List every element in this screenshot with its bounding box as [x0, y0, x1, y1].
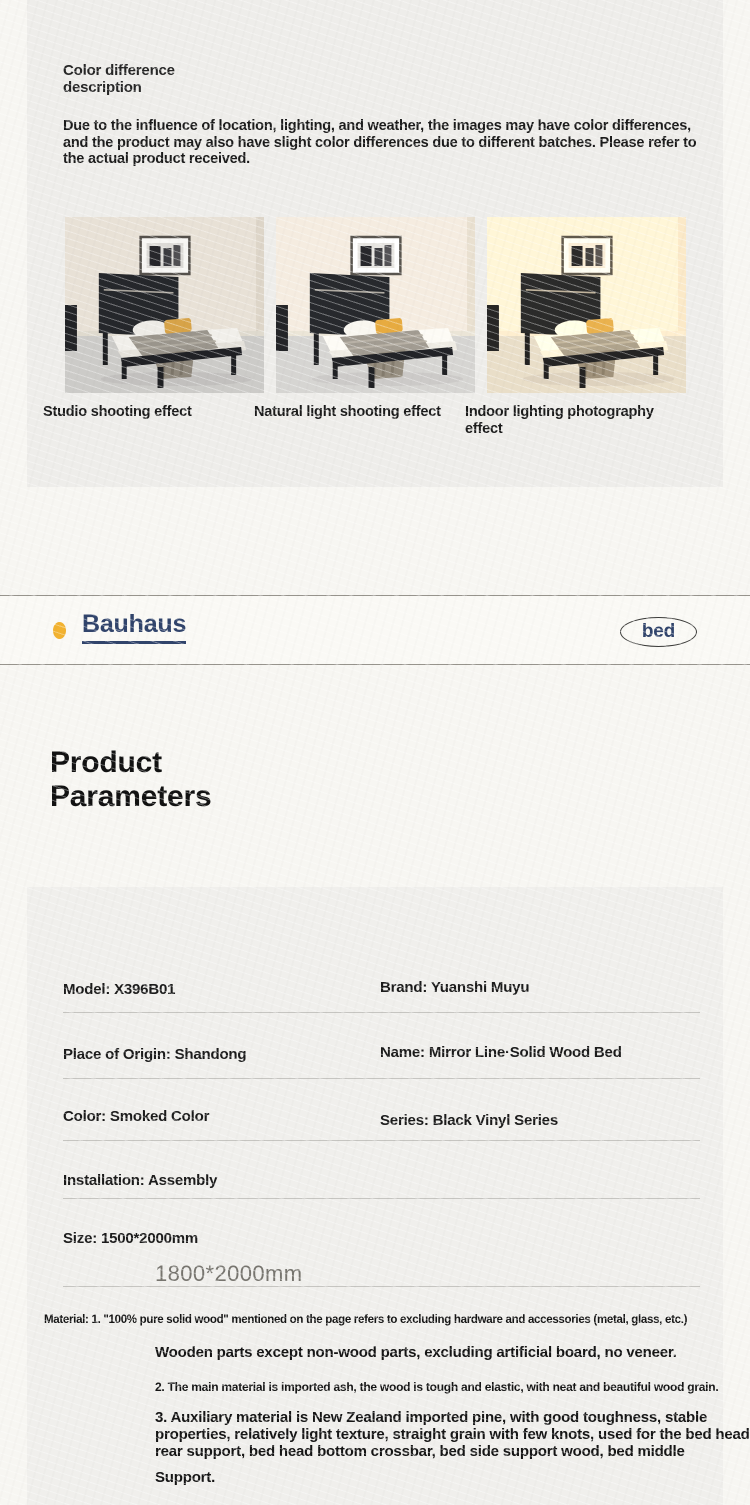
param-brand: Brand: Yuanshi Muyu [380, 979, 530, 996]
param-color: Color: Smoked Color [63, 1108, 210, 1125]
shooting-effect-photos [43, 217, 686, 437]
material-line-auxiliary-material: 3. Auxiliary material is New Zealand imported pine, with good toughness, stable properties, relatively light texture, straight grain with few knots, used for the bed head rear support, bed head bottom crossbar, bed side support wood, bed middle [155, 1409, 750, 1460]
material-line-wooden-parts: Wooden parts except non-wood parts, excluding artificial board, no veneer. [155, 1344, 677, 1361]
row-divider [63, 1078, 700, 1079]
studio-shot-caption: Studio shooting effect [43, 404, 192, 420]
bed-photo-icon [276, 217, 475, 393]
row-divider [63, 1286, 700, 1287]
bed-photo-icon [487, 217, 686, 393]
param-installation: Installation: Assembly [63, 1172, 218, 1189]
indoor-lighting-shot-caption: Indoor lighting photography effect [465, 404, 654, 437]
natural-light-shot-caption: Natural light shooting effect [254, 404, 441, 420]
brand-bar [0, 595, 750, 665]
product-parameters-heading: Product Parameters [50, 746, 212, 813]
param-size-secondary: 1800*2000mm [155, 1261, 303, 1286]
product-parameters-card [27, 887, 750, 1505]
natural-light-shot-image [276, 217, 475, 393]
photo-column-indoor [465, 217, 686, 437]
color-difference-card [27, 0, 723, 487]
material-line-support: Support. [155, 1469, 216, 1486]
row-divider [63, 1140, 700, 1141]
bed-photo-icon [65, 217, 264, 393]
photo-column-studio [43, 217, 264, 437]
param-model: Model: X396B01 [63, 981, 176, 998]
param-size: Size: 1500*2000mm [63, 1230, 199, 1247]
row-divider [63, 1012, 700, 1013]
brand-dot-icon [53, 622, 66, 639]
brand-logo: Bauhaus [82, 610, 186, 644]
param-series: Series: Black Vinyl Series [380, 1112, 558, 1129]
indoor-lighting-shot-image [487, 217, 686, 393]
material-note: Material: 1. "100% pure solid wood" mentioned on the page refers to excluding hardware and accessories (metal, glass, etc.) [44, 1314, 688, 1326]
param-name: Name: Mirror Line·Solid Wood Bed [380, 1044, 622, 1061]
material-line-main-material: 2. The main material is imported ash, the wood is tough and elastic, with neat and beautiful wood grain. [155, 1380, 719, 1394]
photo-column-natural [254, 217, 475, 437]
studio-shot-image [65, 217, 264, 393]
bed-badge: bed [620, 617, 697, 647]
row-divider [63, 1198, 700, 1199]
color-difference-title: Color difference description [63, 62, 175, 96]
param-origin: Place of Origin: Shandong [63, 1046, 247, 1063]
color-difference-description: Due to the influence of location, lighting, and weather, the images may have color differences, and the product may also have slight color differences due to different batches. Please refer to the actual product received. [63, 118, 697, 167]
